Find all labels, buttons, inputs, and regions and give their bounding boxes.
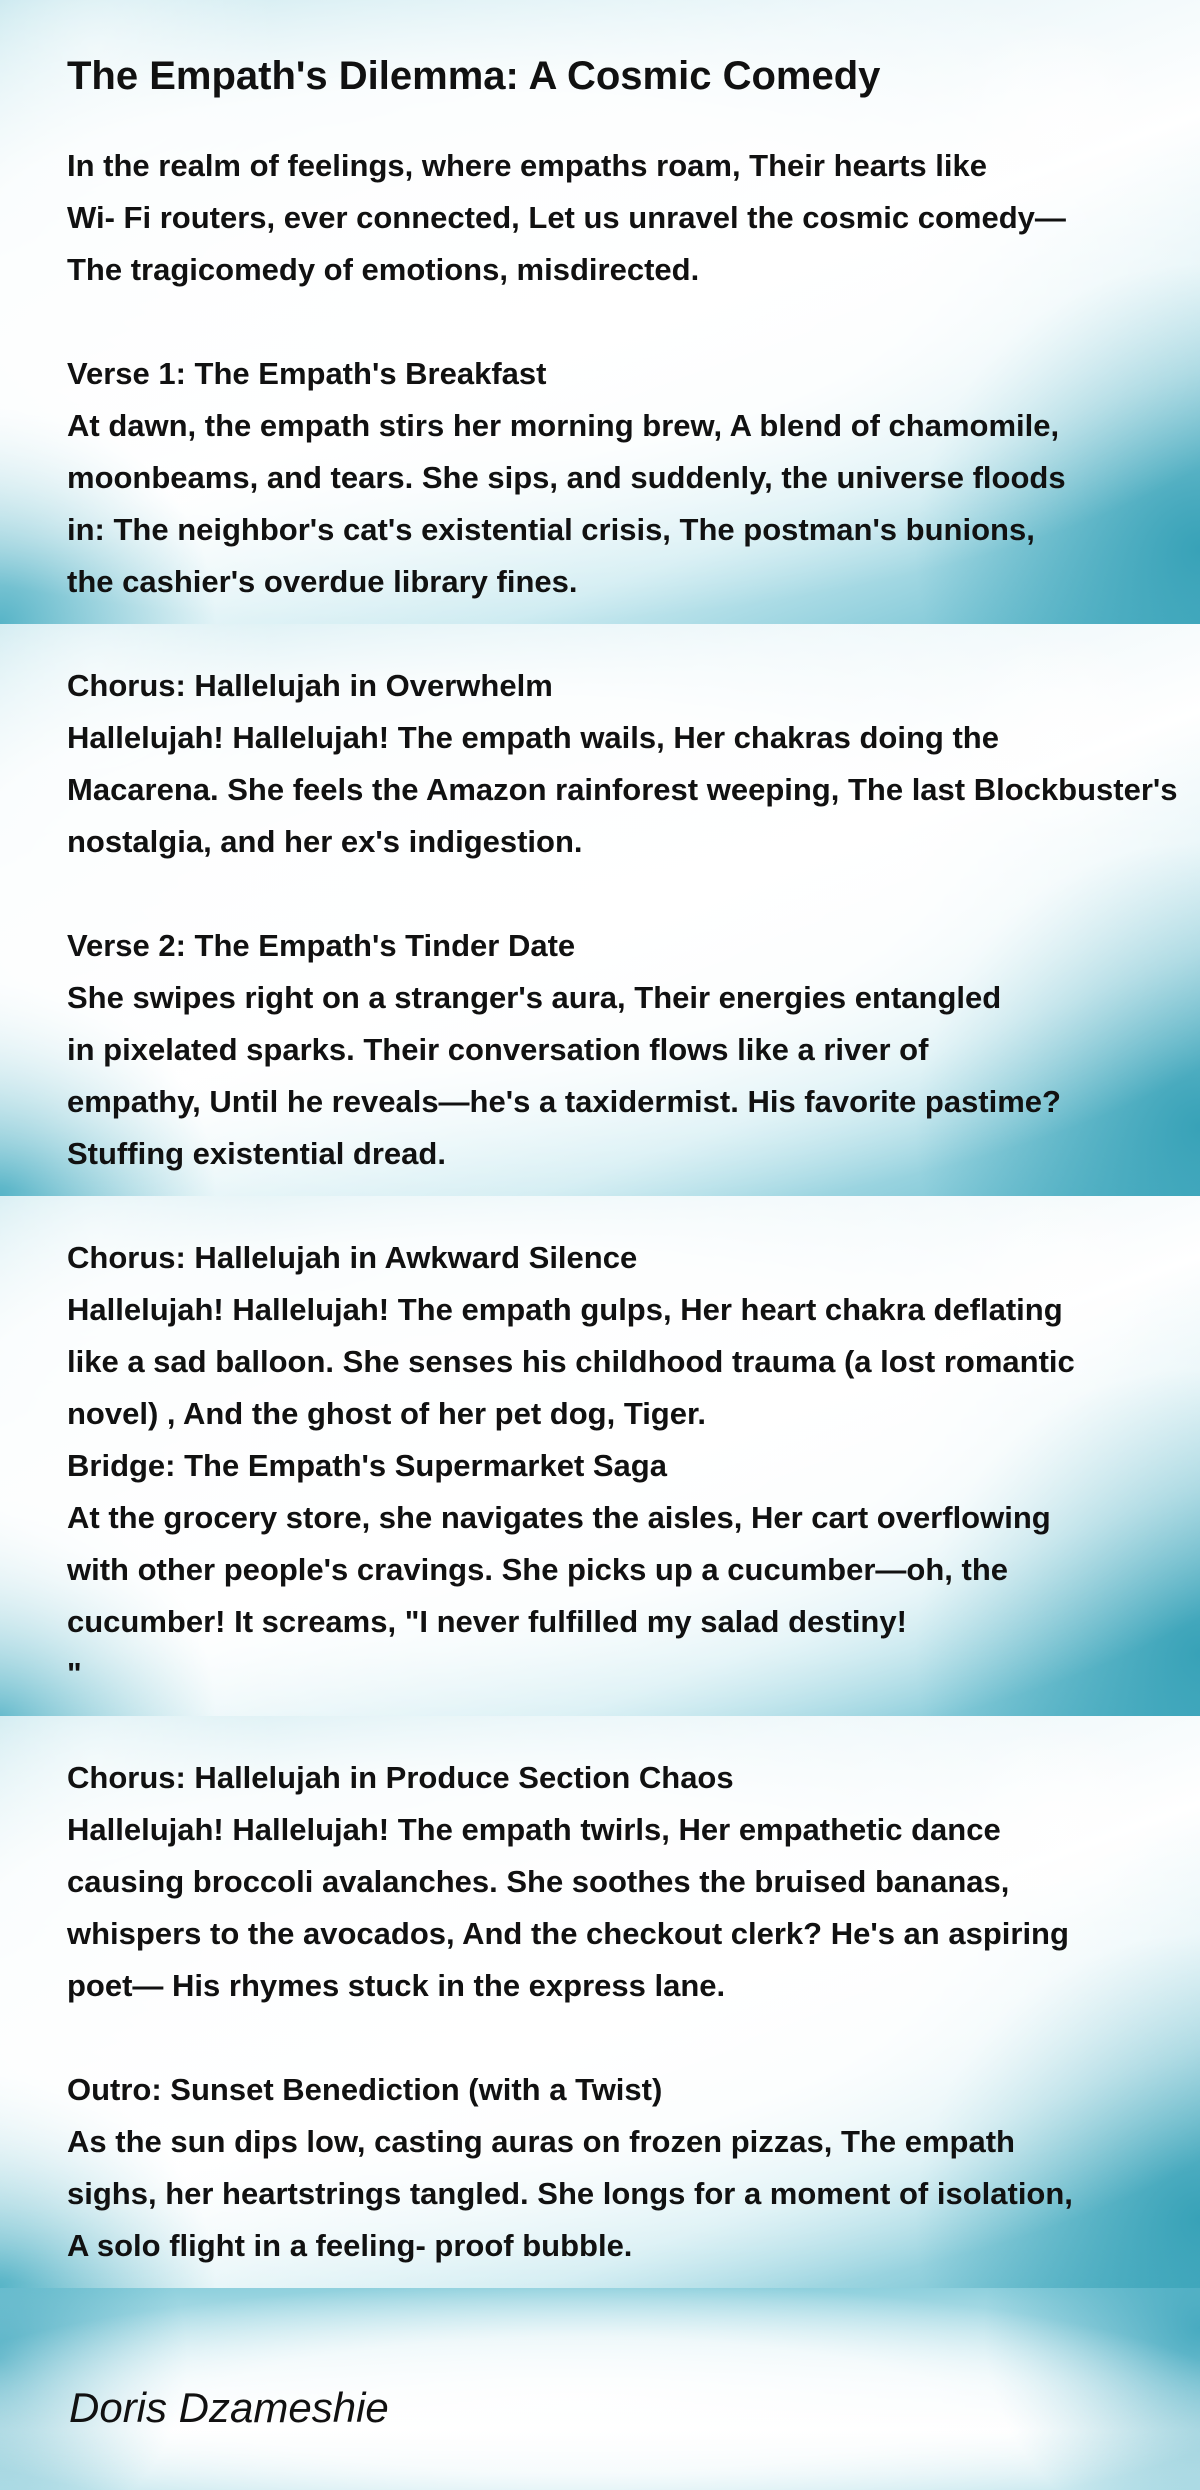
poem-line: The tragicomedy of emotions, misdirected. — [67, 252, 700, 287]
poem-line: In the realm of feelings, where empaths roam, Their hearts like — [67, 148, 987, 183]
poem-line: Hallelujah! Hallelujah! The empath twirls, Her empathetic dance — [67, 1812, 1001, 1847]
poem-line: nostalgia, and her ex's indigestion. — [67, 824, 583, 859]
poem-line: Outro: Sunset Benediction (with a Twist) — [67, 2072, 663, 2107]
stanza-break — [67, 2012, 1200, 2064]
poem-line: Stuffing existential dread. — [67, 1136, 446, 1171]
author-name: Doris Dzameshie — [69, 2384, 389, 2431]
poem-line: Chorus: Hallelujah in Awkward Silence — [67, 1240, 638, 1275]
poem-line: Hallelujah! Hallelujah! The empath gulps, Her heart chakra deflating — [67, 1292, 1063, 1327]
poem-line: She swipes right on a stranger's aura, Their energies entangled — [67, 980, 1002, 1015]
poem-line: the cashier's overdue library fines. — [67, 564, 578, 599]
poem-line: moonbeams, and tears. She sips, and suddenly, the universe floods — [67, 460, 1066, 495]
poem-line: in pixelated sparks. Their conversation flows like a river of — [67, 1032, 929, 1067]
poem-line: causing broccoli avalanches. She soothes the bruised bananas, — [67, 1864, 1010, 1899]
poem-line: At the grocery store, she navigates the aisles, Her cart overflowing — [67, 1500, 1051, 1535]
poem-line: Chorus: Hallelujah in Produce Section Chaos — [67, 1760, 734, 1795]
poem-line: Chorus: Hallelujah in Overwhelm — [67, 668, 553, 703]
poem-line: sighs, her heartstrings tangled. She longs for a moment of isolation, — [67, 2176, 1073, 2211]
poem-line: with other people's cravings. She picks up a cucumber—oh, the — [67, 1552, 1009, 1587]
poem-title: The Empath's Dilemma: A Cosmic Comedy — [67, 54, 881, 98]
poem-line: Bridge: The Empath's Supermarket Saga — [67, 1448, 667, 1483]
poem-line: " — [67, 1656, 82, 1691]
poem-line: Hallelujah! Hallelujah! The empath wails, Her chakras doing the — [67, 720, 999, 755]
poem-line: Verse 2: The Empath's Tinder Date — [67, 928, 576, 963]
poem-line: Verse 1: The Empath's Breakfast — [67, 356, 547, 391]
stanza-break — [67, 1180, 1200, 1232]
poem-line: cucumber! It screams, "I never fulfilled my salad destiny! — [67, 1604, 907, 1639]
poem-content — [67, 44, 1200, 2272]
poem-line: empathy, Until he reveals—he's a taxidermist. His favorite pastime? — [67, 1084, 1061, 1119]
poem-line: At dawn, the empath stirs her morning brew, A blend of chamomile, — [67, 408, 1060, 443]
poem-line: poet— His rhymes stuck in the express lane. — [67, 1968, 726, 2003]
poem-line: As the sun dips low, casting auras on frozen pizzas, The empath — [67, 2124, 1015, 2159]
poem-line: Wi- Fi routers, ever connected, Let us unravel the cosmic comedy— — [67, 200, 1066, 235]
stanza-break — [67, 1700, 1200, 1752]
poem-line: A solo flight in a feeling- proof bubble. — [67, 2228, 633, 2263]
poem-line: like a sad balloon. She senses his childhood trauma (a lost romantic — [67, 1344, 1075, 1379]
poem-line: whispers to the avocados, And the checkout clerk? He's an aspiring — [67, 1916, 1069, 1951]
poem-line: Macarena. She feels the Amazon rainforest weeping, The last Blockbuster's — [67, 772, 1178, 807]
stanza-break — [67, 296, 1200, 348]
stanza-break — [67, 868, 1200, 920]
poem-body — [67, 140, 1200, 2272]
poem-line: novel) , And the ghost of her pet dog, Tiger. — [67, 1396, 706, 1431]
poem-line: in: The neighbor's cat's existential crisis, The postman's bunions, — [67, 512, 1035, 547]
stanza-break — [67, 608, 1200, 660]
